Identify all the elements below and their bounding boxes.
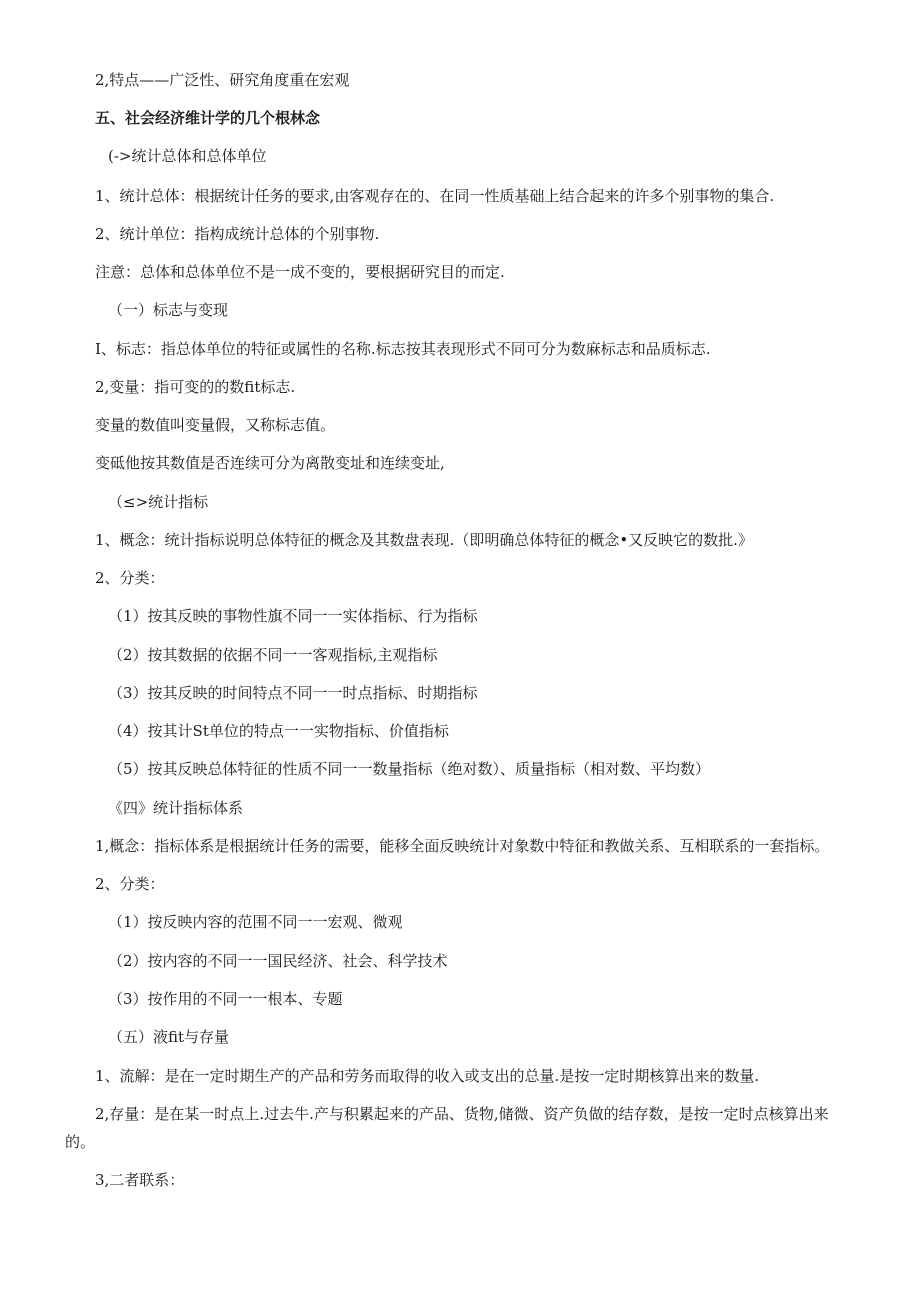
text-line: 变量的数值叫变量假，又称标志值。	[95, 416, 336, 434]
text-line: 2、分类：	[95, 875, 165, 893]
section-heading: 五、社会经济维计学的几个根林念	[95, 109, 321, 127]
list-item: （5）按其反映总体特征的性质不同一一数量指标（绝对数）、质量指标（相对数、平均数）	[108, 760, 711, 778]
text-line: 2,特点——广泛性、研究角度重在宏观	[95, 71, 350, 89]
text-line: 2、分类：	[95, 569, 165, 587]
list-item: （4）按其计St单位的特点一一实物指标、价值指标	[108, 722, 449, 740]
text-line: 1、统计总体：根据统计任务的要求,由客观存在的、在同一性质基础上结合起来的许多个别事物的集合.	[95, 187, 775, 205]
list-item: （2）按内容的不同一一国民经济、社会、科学技术	[108, 952, 448, 970]
list-item: （2）按其数据的依据不同一一客观指标,主观指标	[108, 646, 438, 664]
subsection-heading: 《四》统计指标体系	[108, 799, 244, 817]
text-line: 2、统计单位：指构成统计总体的个别事物.	[95, 225, 380, 243]
subsection-heading: （一）标志与变现	[108, 301, 229, 319]
subsection-heading: (->统计总体和总体单位	[108, 147, 267, 165]
text-line: I、标志：指总体单位的特征或属性的名称.标志按其表现形式不同可分为数麻标志和品质标志.	[95, 340, 711, 358]
text-paragraph: 2,存量：是在某一时点上.过去牛.产与积累起来的产品、货物,储微、资产负做的结存数，是按一定时点核算出来的。	[65, 1105, 829, 1151]
text-line: 注意：总体和总体单位不是一成不变的，要根据研究目的而定.	[95, 263, 505, 281]
subsection-heading: （五）液fit与存量	[108, 1028, 230, 1046]
list-item: （3）按作用的不同一一根本、专题	[108, 990, 343, 1008]
text-line: 1、概念：统计指标说明总体特征的概念及其数盘表现.（即明确总体特征的概念•又反映它的数批.》	[95, 531, 753, 549]
text-line: 3,二者联系：	[95, 1171, 185, 1189]
text-line: 变砥他按其数值是否连续可分为离散变址和连续变址,	[95, 454, 445, 472]
text-line: 1,概念：指标体系是根据统计任务的需要，能移全面反映统计对象数中特征和教做关系、互相联系的一套指标。	[95, 837, 830, 855]
list-item: （1）按其反映的事物性旗不同一一实体指标、行为指标	[108, 607, 478, 625]
text-line: 1、流解：是在一定时期生产的产品和劳务而取得的收入或支出的总量.是按一定时期核算出来的数量.	[95, 1067, 760, 1085]
list-item: （3）按其反映的时间特点不同一一时点指标、时期指标	[108, 684, 478, 702]
text-line: 2,变量：指可变的的数fit标志.	[95, 378, 296, 396]
list-item: （1）按反映内容的范围不同一一宏观、微观	[108, 913, 403, 931]
subsection-heading: （≤>统计指标	[108, 493, 209, 511]
